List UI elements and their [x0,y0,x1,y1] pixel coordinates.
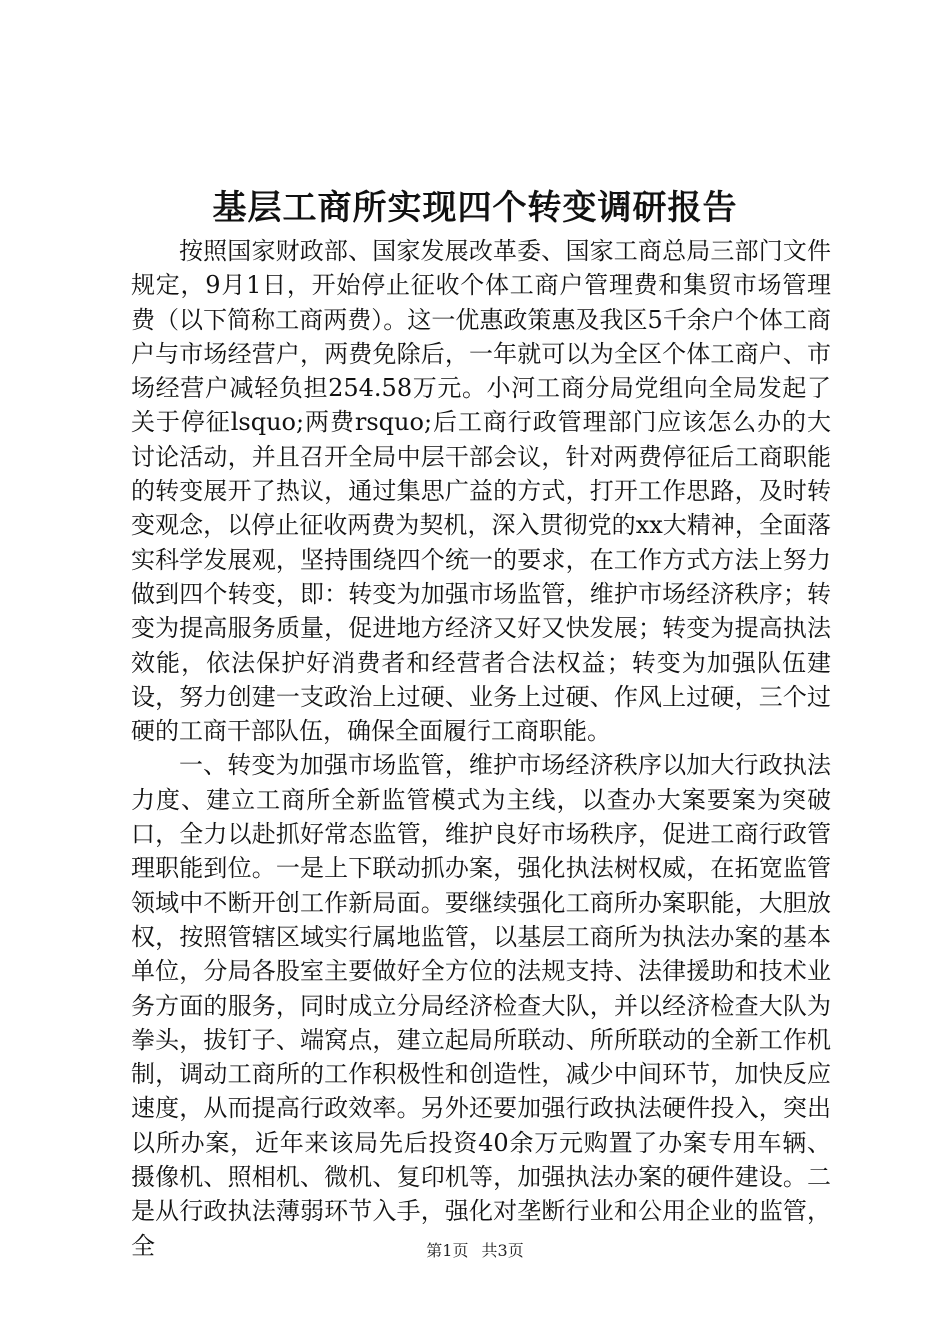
paragraph-section-one: 一、转变为加强市场监管，维护市场经济秩序以加大行政执法力度、建立工商所全新监管模式为主线，以查办大案要案为突破口，全力以赴抓好常态监管，维护良好市场秩序，促进工商行政管理职能到位。一是上下联动抓办案，强化执法树权威，在拓宽监管领域中不断开创工作新局面。要继续强化工商所办案职能，大胆放权，按照管辖区域实行属地监管，以基层工商所为执法办案的基本单位，分局各股室主要做好全方位的法规支持、法律援助和技术业务方面的服务，同时成立分局经济检查大队，并以经济检查大队为拳头，拔钉子、端窝点，建立起局所联动、所所联动的全新工作机制，调动工商所的工作积极性和创造性，减少中间环节，加快反应速度，从而提高行政效率。另外还要加强行政执法硬件投入，突出以所办案，近年来该局先后投资40余万元购置了办案专用车辆、摄像机、照相机、微机、复印机等，加强执法办案的硬件建设。二是从行政执法薄弱环节入手，强化对垄断行业和公用企业的监管，全 [131,751,831,1260]
document-body [131,234,831,1263]
document-title: 基层工商所实现四个转变调研报告 [212,188,738,228]
page-number: 第1页 [426,1241,469,1260]
paragraph-intro: 按照国家财政部、国家发展改革委、国家工商总局三部门文件规定，9月1日，开始停止征收个体工商户管理费和集贸市场管理费（以下简称工商两费）。这一优惠政策惠及我区5千余户个体工商户与市场经营户，两费免除后，一年就可以为全区个体工商户、市场经营户减轻负担254.58万元。小河工商分局党组向全局发起了关于停征lsquo;两费rsquo;后工商行政管理部门应该怎么办的大讨论活动，并且召开全局中层干部会议，针对两费停征后工商职能的转变展开了热议，通过集思广益的方式，打开工作思路，及时转变观念，以停止征收两费为契机，深入贯彻党的xx大精神，全面落实科学发展观，坚持围绕四个统一的要求，在工作方式方法上努力做到四个转变，即：转变为加强市场监管，维护市场经济秩序；转变为提高服务质量，促进地方经济又好又快发展；转变为提高执法效能，依法保护好消费者和经营者合法权益；转变为加强队伍建设，努力创建一支政治上过硬、业务上过硬、作风上过硬，三个过硬的工商干部队伍，确保全面履行工商职能。 [131,237,831,746]
page-total: 共3页 [481,1241,524,1260]
page-footer [0,1241,950,1261]
